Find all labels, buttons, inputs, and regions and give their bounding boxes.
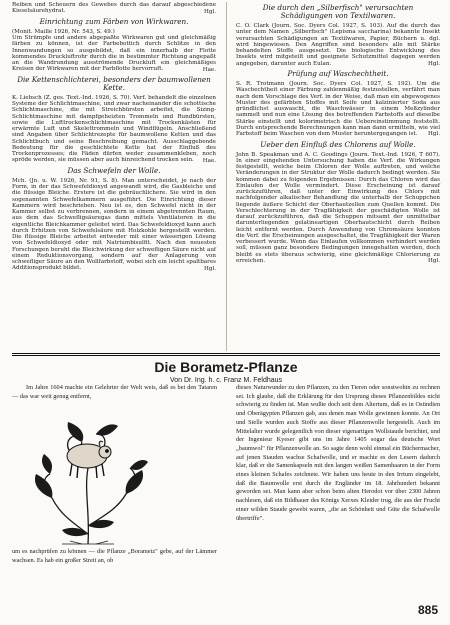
author-initials: Hgl. [427,258,440,264]
paragraph-text: Das Schwefeln der Wolle. [67,165,161,175]
top-rule-double [12,355,440,356]
paragraph-text: Einrichtung zum Färben von Wirkwaren. [39,16,189,26]
left-column [12,2,216,275]
paragraph-text: (Monit. Maille 1926, Nr. 543, S. 49.) [12,28,115,35]
section-heading [12,76,216,92]
paragraph-text: C. O. Clark (Journ. Soc. Dyers Col. 1927, S. 103). Auf die durch das unter dem Namen „Silberfisch" (Lepisma saccharina) bekannte Insekt verursachten Schädigungen an Textilwaren, Papier, Büchern u. dgl. wird hingewiesen. Den Angriffen sind besonders alle mit Stärke behandelten Stoffe ausgesetzt. Die biologische Entwicklung des Insekts wird mitgeteilt und geeignete Schutzmittel dagegen werden angegeben, darunter auch Eulan. [236,23,440,67]
paragraph-text: Reiben und Scheuern des Gewebes durch das darauf abgeschiedene Kieselsäurehydrat. [12,2,216,15]
section-heading [236,141,440,149]
column-divider [226,2,227,351]
paragraph [236,152,440,265]
paragraph-text: Die Kettenschlichterei, besonders der baumwollenen Kette. [17,74,211,92]
section-heading [12,167,216,175]
bottom-paragraph [12,548,217,565]
paragraph-text: S. R. Trotmann (Journ. Soc. Dyers Col. 1927, S. 192). Um die Waschechtheit einer Färbung zahlenmäßig festzustellen, verfährt man nach dem Vorschlage des Verf. in der Weise, daß man ein abgewogenes Muster des gefärbten Stoffes mit Seife und kalzinierter Soda aus gründlichst auswascht, die Waschwässer in einem Meßzylinder sammelt und nun eine Lösung des betreffenden Farbstoffs auf dieselbe Stärke einstellt und kolorimetrisch die Uebereinstimmung feststellt. Durch entsprechende Berechnungen kann man dann ermitteln, wie viel Farbstoff beim Waschen von dem Muster heruntergegangen ist. [236,81,440,137]
intro-text: Im Jahre 1604 machte ein Gelehrter der Welt weis, daß es bei den Tataren — das war weit genug entfernt, [12,384,217,400]
bottom-text: um es nachprüfen zu können — die Pflanze „Borametz" gebe, auf der Lämmer wachsen. Es hab ein großer Streit an, ob [12,548,217,564]
journal-page [12,0,440,625]
paragraph [236,23,440,67]
section-heading [236,70,440,78]
paragraph [236,81,440,138]
paragraph-text: K. Liebsch (Z. ges. Text.-Ind. 1926, S. 70). Verf. behandelt die einzelnen Systeme der Schlichtmaschine, und zwar nacheinander die schottische Schlichtmaschine, die mit Streichbürsten arbeitet, die Sizing-Schlichtmaschine mit dampfgeheizten Trommeln und Rundbürsten, sowie die Lufttrockenschlichtmaschine mit Trockenkästen für erwärmte Luft und Skelettrommeln und Windflügeln. Anschließend sind Angaben über Schlichtrezepte für baumwollene Ketten und das Schlichtbuch und seine Beschreibung gemacht. Ausschlaggebende Bedeutung für die geschlichtete Kette hat der Einfluß des Trockenprozesses; die Fäden dürfen weder zusammenkleben, noch spröde werden, sie müssen aber auch hinreichend trocken sein. [12,94,216,164]
borametz-illustration [12,394,164,546]
page-number: 885 [417,603,438,617]
paragraph-text: Ueber den Einfluß des Chlorens auf Wolle. [260,139,416,149]
paragraph-text: Um Strümpfe und andere abgepaßte Wirkwaren gut und gleichmäßig färben zu können, ist der Farbebottich durch Schlitze in den Innenwandungen so ausgebildet, daß ein innerhalb der Flotte kommendes Druckluftrohr durch die in bestimmter Richtung angepaßt an die Wandrundung ausströmende Druckluft ein gleichmäßiges Kreisen der Wirkwaren mit der Farbflotte hervorruft. [12,35,216,73]
paragraph [12,95,216,164]
article-author: Von Dr. Ing. h. c. Franz M. Feldhaus [169,377,283,384]
paragraph-text: Mch. (Jn. u. W. 1926, Nr. 91, S. 8). Man unterscheidet, je nach der Form, in der das Schwefeldioxyd angewandt wird, die Gasbleiche und die flüssige Bleiche. Erstere ist die gebräuchlichere. Sie wird in den sogenannten Schwefelkammern ausgeführt. Die Einrichtung dieser Kammern wird beschrieben. Neu ist es, den Schwefel nicht in der Kammer selbst zu verbrennen, sondern in einem abgetrennten Raum, aus dem das Schwefligsäuregas dann mittels Ventilatoren in die eigentliche Bleichkammer geleitet wird. Das Schwefeldioxyd kann auch durch Erhitzen von Schwefelsäure mit Holzkohle hergestellt werden. Die flüssige Bleiche arbeitet entweder mit einer wässerigen Lösung von Schwefeldioxyd oder mit Natriumbisulfit. Nach den neuesten Forschungen beruht die Bleichwirkung der schwefligen Säure nicht auf einem Reduktionsvorgang, sondern auf der Anlagerung von schwefliger Säure an den Wollfarbstoff, wobei sich ein leicht spaltbares Additionsprodukt bildet. [12,177,216,272]
author-initials: Hae. [202,157,216,164]
right-column [236,2,440,267]
article-right-column [236,384,440,523]
top-rule [12,353,440,354]
author-initials: Hae. [202,66,216,73]
paragraph-text: Die durch den „Silberfisch" verursachten Schädigungen von Textilwaren. [262,3,414,20]
author-initials: Hgl. [203,265,216,272]
paragraph [12,2,216,15]
author-initials: Hgl. [203,8,216,15]
article-title: Die Borametz-Pflanze [154,359,298,375]
paragraph-text: John B. Speakman und A. C. Goodings (Journ. Text.-Ind. 1926, T 607). In einer eingehenden Untersuchung haben die Verf. die Wirkungen festgestellt, welche beim Chloren der Wolle auftreten, und welche Veränderungen in der Struktur der Wolle dadurch bedingt werden. Sie kommen dabei zu folgenden Ergebnissen: Durch das Chloren wird das Einlaufen der Wolle vermindert. Diese Erscheinung ist darauf zurückzuführen, daß unter der Einwirkung des Chlors mit nachfolgender alkalischer Behandlung die unterhalb der Schuppchen liegende äußere Schicht der Oberhautzellen zum Quellen kommt. Die Verschlechterung in der Tragfähigkeit der geschädigten Wolle ist darauf zurückzuführen, daß die Schuppen mitsamt der unmittelbar darunterliegenden gelatineartigen Oberhautschicht durch Reiben leicht entfernt werden. Durch Anwendung von Chromsäure konnten die Verf. die Erscheinungen ausgeschaltet, die Tragfähigkeit der Waren verbessert wurde. Wenn das Einlaufen vollkommen verhindert werden soll, müssen ganz besondere Bedingungen innegehalten werden, doch bleibt es stets überaus schwierig, eine gleichmäßige Chlorierung zu erreichen. [236,151,440,264]
author-initials: Hgl. [427,60,440,67]
paragraph-text: Prüfung auf Waschechtheit. [287,69,389,78]
paragraph [12,178,216,272]
article-right-text: dieses Naturwunder zu den Pflanzen, zu den Tieren oder sonstwohin zu rechnen sei. Ich glaube, daß die Erklärung für den Ursprung dieses Pflanzenbildes nicht schwierig zu finden ist. Man wußte doch seit dem Altertum, daß es in Ostindien und Oberägypten Pflanzen gab, aus denen man Wolle gewinnen konnte. An Ort und Stelle wurden auch Stoffe aus dieser Pflanzenwolle hergestellt. Auch im Mittelalter wurde gelegentlich von dieser eigenartigen Wollstaude berichtet, und der Ingenieur Kyeser gibt uns im Jahre 1405 sogar das deutsche Wort „baumwol" für Pflanzenwolle an. So sagte denn wohl einmal ein Büchermacher, auf jenen Stauden wachse Schafwolle, und er machte es den Lesern dadurch klar, daß er die Samenkapseln mit den langen weißen Samenhaaren in der Form eines kleinen Schafes zeichnete. Wir haben uns heute in den Irrtum eingelebt, daß die Baumwolle erst durch die Engländer im 18. Jahrhundert bekannt geworden sei. Man kann aber schon beim alten Herodot vor über 2300 Jahren nachlesen, daß ein Bildhauer des Königs Xerxes Kleider trug, die aus der Frucht einer wilden Staude gewebt waren, „die an Schönheit und Güte die Schafwolle übertriffe". [236,384,440,522]
paragraph [12,35,216,73]
section-heading [12,18,216,26]
author-initials: Hgl. [427,131,440,138]
section-heading [236,4,440,20]
